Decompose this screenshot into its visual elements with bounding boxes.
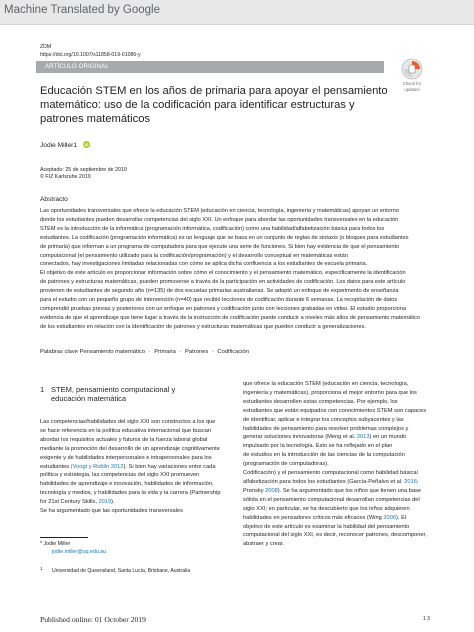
section-title-line-2: educación matemática (51, 394, 127, 403)
abstract-line: para el estudio con un pequeño grupo de intervención (n=40) que recibió lecciones de codificación durante 6 semanas. La recopilación de datos (40, 297, 398, 304)
abstract-line: Las oportunidades transversales que ofrece la educación STEM (educación en ciencia, tecnología, ingeniería y matemáticas) apoyan un entorno (40, 208, 399, 214)
abstract-line: donde los estudiantes pueden desarrollar competencias del siglo XXI. Un enfoque para abordar las oportunidades transversales en la educación (40, 216, 399, 223)
corresponding-author: * Jodie Miller (40, 541, 71, 547)
check-updates-line1: Check for (402, 81, 422, 86)
doi-link[interactable]: https://doi.org/10.1007/s11858-019-01086-y (40, 52, 141, 58)
body-text-line: impulsado por la tecnología. Esto se ha reflejado en el plan (243, 443, 393, 450)
citation-link[interactable]: 2008 (265, 487, 278, 494)
title-line-1: Educación STEM en los años de primaria para apoyar el pensamiento (40, 85, 388, 97)
footnote-divider (40, 537, 88, 538)
body-text-line: estudiantes que están equipados con conocimientos STEM son capaces (243, 407, 427, 414)
abstract-body (40, 207, 434, 332)
abstract-line: de los estudiantes en relación con la identificación de patrones y estructuras matemáticas que pueden conducir a generalizaciones. (40, 323, 366, 330)
body-text-line: (programación de computadoras). (243, 461, 329, 468)
abstract-line: STEM es la introducción de la informática (programación informática, codificación) como una habilidad/alfabetización básica para todos los (40, 225, 385, 232)
body-text-line: abstraer y crear. (243, 541, 285, 548)
body-text-line: política y estrategia, las competencias del siglo XXI promueven (40, 472, 200, 479)
abstract-line: computacional (el pensamiento utilizado para la codificación/programación) y el desarrollo conceptual en matemáticas están (40, 252, 348, 259)
body-text-line: habilidades de aprendizaje e innovación, habilidades de información, (40, 481, 214, 488)
author-name[interactable]: Jodie Miller1 (40, 142, 78, 149)
keywords: Palabras clave Pensamiento matemático · Primaria · Patrones · Codificación (40, 349, 249, 355)
abstract-heading: Abstracto (40, 196, 68, 203)
body-text-line: for 21st Century Skills, 2019). (40, 499, 115, 506)
body-text-line: habilidades de pensamiento para resolver problemas complejos y (243, 425, 409, 432)
article-title (40, 84, 400, 127)
section-number: 1 (40, 385, 45, 394)
body-text-line: se hace referencia en la política educativa internacional que buscan (40, 427, 212, 434)
body-text-line: habilidades en pensadores críticos más eficaces (Wing 2006). El (243, 514, 407, 521)
right-column-text (243, 380, 434, 549)
body-text-line: de estudios en la introducción de las ciencias de la computación (243, 452, 405, 459)
abstract-line: comprendió pruebas previas y posteriores con un enfoque en patrones y codificación junto con lecciones grabadas en video. El estudio proporciona (40, 305, 406, 312)
citation-link[interactable]: 2013 (356, 434, 370, 441)
abstract-line: conectados, hay investigaciones limitadas relacionadas con cómo se aplica dicha confluencia a los estudiantes de escuela primaria. (40, 261, 368, 268)
citation-link[interactable]: (Voogt y Roblin (70, 463, 110, 470)
keywords-label: Palabras clave Pensamiento matemático (40, 349, 146, 355)
author-email[interactable]: jodie.miller@uq.edu.au (52, 549, 107, 555)
body-text-line: objetivo de este artículo es examinar la habilidad del pensamiento (243, 523, 410, 530)
body-text-line: generar soluciones innovadoras (Meng et al. 2013) en un mundo (243, 434, 407, 441)
abstract-line: de primaria) que informan a un programa de computadora para que ejecute una serie de funciones. Si bien hay evidencia de que el pensamiento (40, 243, 400, 250)
body-text-line: estudiantes desarrollen estas competencias. Por ejemplo, los (243, 398, 398, 405)
orcid-icon[interactable]: iD (84, 142, 89, 147)
body-text-line: alfabetización para todos los estudiantes (García-Peñalvo et al. 2016; (243, 478, 419, 485)
body-text-line: computacional del siglo XXI, es decir, reconocer patrones, descomponer, (243, 532, 427, 539)
body-text-line: Codificación) y el pensamiento computacional como habilidad básica/ (243, 470, 419, 477)
abstract-line: estudiantes. La codificación (programación informática) es un lenguaje que se basa en un conjunto de reglas de sintaxis (o bloques para estudiantes (40, 234, 409, 241)
abstract-line: evidencia de que el aprendizaje que tiene lugar a través de la instrucción de codificación puede conducir a niveles más altos de pensamiento matemático (40, 314, 420, 321)
affiliation: Universidad de Queensland, Santa Lucía, Brisbane, Australia (52, 568, 191, 574)
body-text-line: Prensky 2008). Se ha argumentado que los niños que tienen una base (243, 487, 422, 494)
section-heading (40, 385, 220, 403)
citation-link[interactable]: 2012 (110, 463, 124, 470)
banner-text: Machine Translated by Google (4, 4, 160, 16)
affiliation-marker: 1 (40, 566, 43, 571)
article-type-ribbon (36, 61, 384, 73)
body-text-line: exigente y de habilidades interpersonales e intrapersonales para los (40, 454, 212, 461)
keyword-item: Patrones (185, 349, 209, 355)
journal-name: ZDM (40, 44, 52, 50)
body-text-line: mediante la promoción del desarrollo de un aprendizaje cognitivamente (40, 445, 220, 452)
body-text-line: que ofrece la educación STEM (educación en ciencia, tecnología, (243, 381, 409, 387)
body-text-line: tecnología y medios, y habilidades para la vida y la carrera (Partnership (40, 490, 221, 497)
body-text-line: siglo XXI; en particular, se ha descubierto que los niños adquieren (243, 505, 410, 512)
check-for-updates-icon (401, 58, 423, 80)
body-text-line: sólida en el pensamiento computacional desarrollan competencias del (243, 496, 420, 503)
abstract-line: El objetivo de este artículo es proporcionar información sobre cómo el conocimiento y el pensamiento matemático, específicamente la identificación (40, 270, 406, 277)
left-column-text (40, 418, 230, 516)
published-online: Published online: 01 October 2019 (40, 615, 146, 624)
citation-link[interactable]: 2016 (404, 478, 417, 485)
body-text-line: Se ha argumentado que las oportunidades transversales (40, 508, 183, 515)
body-text-line: Las competencias/habilidades del siglo XXI son constructos a los que (40, 419, 216, 425)
title-line-3: patrones matemáticos (40, 113, 151, 126)
abstract-line: provienen de estudiantes de segundo año (n=135) de dos escuelas primarias australianas. Se adoptó un enfoque de experimento de enseñanza (40, 288, 399, 295)
keyword-item: Primaria (154, 349, 176, 355)
abstract-line: de patrones y estructuras matemáticas, pueden promoverse a través de la participación en actividades de codificación. Los datos para este artículo (40, 279, 406, 286)
body-text-line: ingeniería y matemáticas), proporciona el mejor entorno para que los (243, 389, 417, 396)
machine-translation-banner (0, 0, 474, 25)
citation-link[interactable]: 2006 (383, 514, 397, 521)
body-text-line: estudiantes (Voogt y Roblin 2012). Si bien hay variaciones entre cada (40, 463, 216, 470)
copyright: © FIZ Karlsruhe 2019 (40, 174, 91, 180)
citation-link[interactable]: 2019 (98, 499, 112, 506)
accepted-date: Aceptado: 25 de septiembre de 2019 (40, 167, 127, 173)
body-text-line: de identificar, aplicar e integrar los conceptos subyacentes y las (243, 416, 404, 423)
article-type-label: ARTÍCULO ORIGINAL (45, 63, 109, 70)
page-marker: 1 3 (423, 616, 430, 622)
body-text-line: abordar los requisitos actuales y futuros de la fuerza laboral global (40, 436, 208, 443)
section-title-line-1: STEM, pensamiento computacional y (51, 385, 176, 394)
title-line-2: matemático: uso de la codificación para identificar estructuras y (40, 99, 355, 112)
check-updates-line2: updates (404, 87, 420, 92)
keyword-item: Codificación (217, 349, 249, 355)
